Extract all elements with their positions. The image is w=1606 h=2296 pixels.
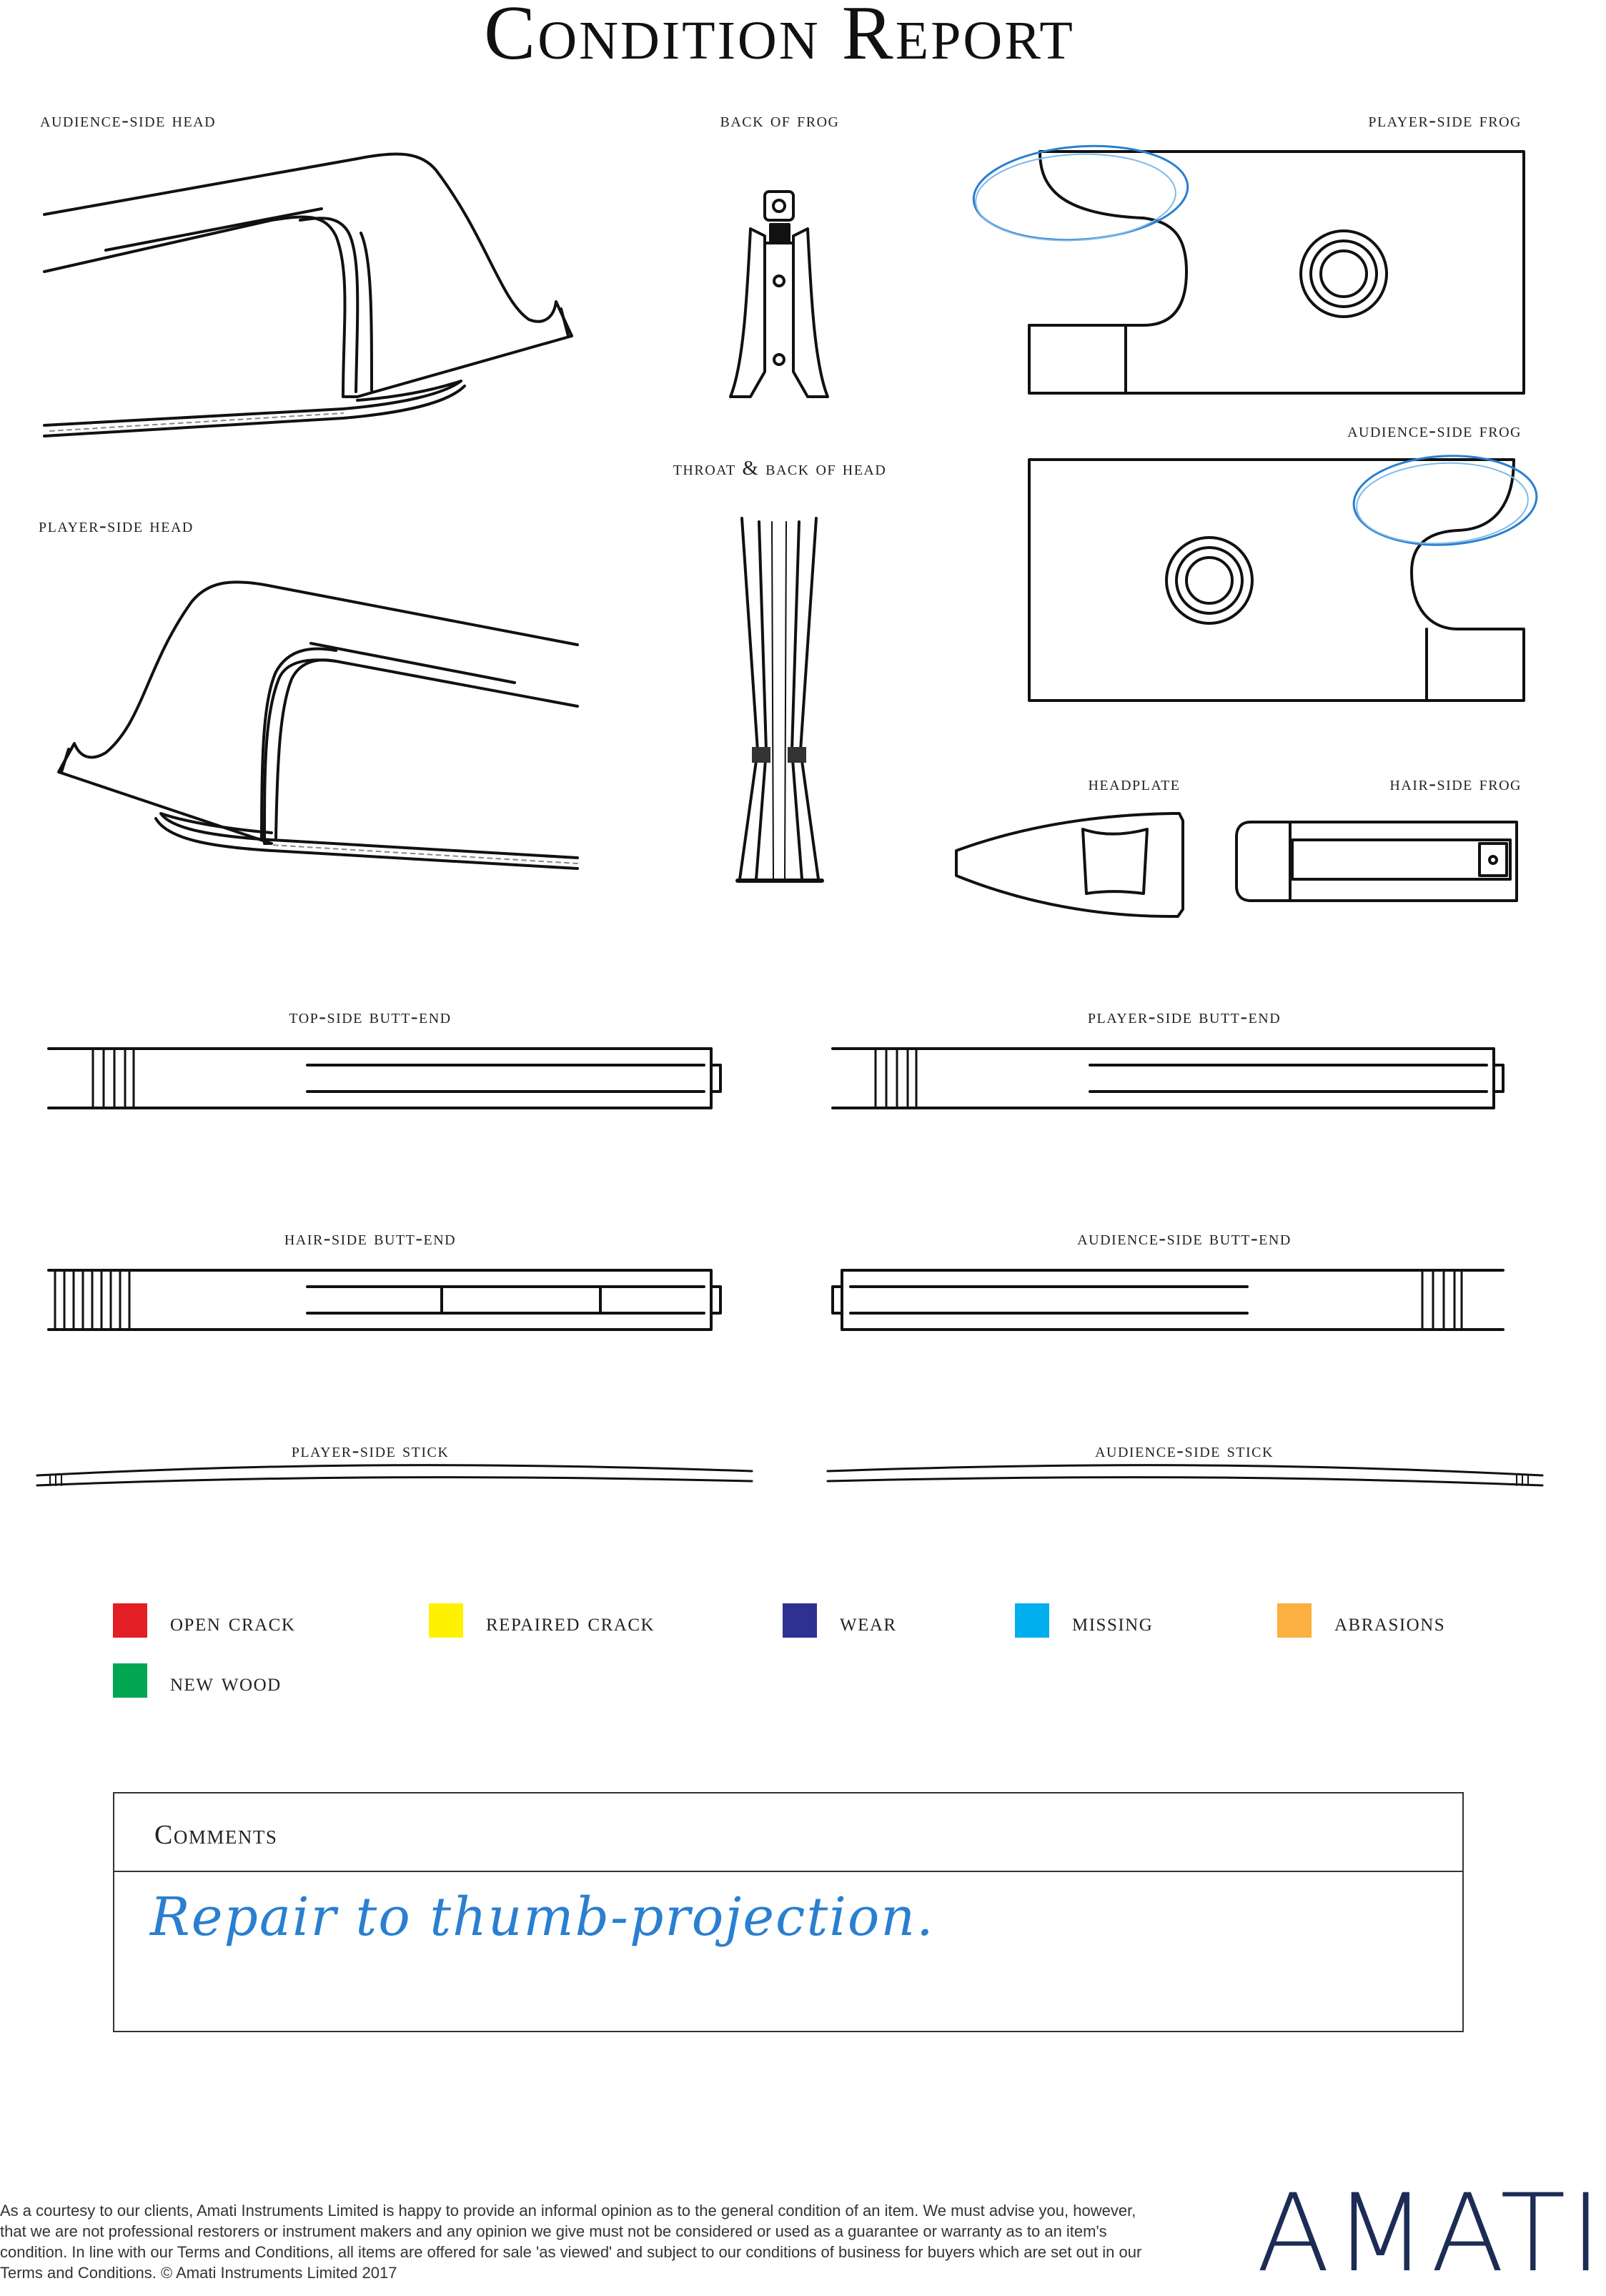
- comments-handwritten-text: Repair to thumb-projection.: [150, 1886, 935, 1948]
- label-player-side-head: player-side head: [39, 514, 194, 537]
- amati-logo: AMATI: [1256, 2172, 1606, 2296]
- legend-label-abrasions: abrasions: [1334, 1608, 1446, 1636]
- legend-label-open-crack: open crack: [170, 1608, 296, 1636]
- label-headplate: headplate: [1088, 772, 1181, 795]
- player-side-butt-end-drawing: [833, 1049, 1503, 1108]
- comments-box: [113, 1792, 1464, 2032]
- headplate-drawing: [956, 813, 1183, 916]
- comments-heading: Comments: [154, 1820, 278, 1850]
- label-player-side-stick: player-side stick: [291, 1439, 450, 1462]
- hair-side-frog-drawing: [1236, 822, 1517, 901]
- comments-header: [114, 1793, 1462, 1872]
- audience-side-stick-drawing: [828, 1465, 1542, 1485]
- player-side-frog-drawing: [971, 139, 1524, 393]
- top-side-butt-end-drawing: [49, 1049, 720, 1108]
- audience-side-frog-drawing: [1029, 451, 1539, 701]
- legend-swatch-open-crack: [113, 1603, 147, 1638]
- label-player-side-frog: player-side frog: [1368, 109, 1522, 132]
- player-side-stick-drawing: [37, 1465, 752, 1485]
- label-audience-side-frog: audience-side frog: [1347, 419, 1522, 442]
- label-top-side-butt-end: top-side butt-end: [289, 1005, 452, 1028]
- page-title: Condition Report: [484, 0, 1075, 76]
- label-audience-side-butt-end: audience-side butt-end: [1077, 1227, 1292, 1250]
- label-hair-side-butt-end: hair-side butt-end: [284, 1227, 457, 1250]
- label-audience-side-head: audience-side head: [40, 109, 217, 132]
- legend-label-repaired-crack: repaired crack: [486, 1608, 655, 1636]
- legend-label-missing: missing: [1072, 1608, 1154, 1636]
- label-back-of-frog: back of frog: [720, 109, 840, 132]
- legend-swatch-new-wood: [113, 1663, 147, 1698]
- legend-swatch-wear: [783, 1603, 817, 1638]
- legend-label-new-wood: new wood: [170, 1668, 282, 1696]
- disclaimer: As a courtesy to our clients, Amati Instruments Limited is happy to provide an informal opinion as to the general condition of an item. We must advise you, however, that we are not professional restorers or instrument makers and any opinion we give must not be considered or used as a guarantee or warranty as to an item's condition. In line with our Terms and Conditions, all items are offered for sale 'as viewed' and subject to our conditions of business for buyers which are set out in our Terms and Conditions. © Amati Instruments Limited 2017: [0, 2202, 1142, 2282]
- legend-swatch-repaired-crack: [429, 1603, 463, 1638]
- legend-swatch-abrasions: [1277, 1603, 1312, 1638]
- label-player-side-butt-end: player-side butt-end: [1087, 1005, 1282, 1028]
- audience-side-butt-end-drawing: [833, 1270, 1503, 1330]
- throat-drawing: [738, 518, 822, 881]
- legend-swatch-missing: [1015, 1603, 1049, 1638]
- hair-side-butt-end-drawing: [49, 1270, 720, 1330]
- audience-side-head-drawing: [44, 154, 572, 436]
- player-side-head-drawing: [59, 582, 578, 869]
- label-audience-side-stick: audience-side stick: [1095, 1439, 1274, 1462]
- legend-label-wear: wear: [840, 1608, 897, 1636]
- label-throat-back-of-head: throat & back of head: [673, 457, 887, 480]
- label-hair-side-frog: hair-side frog: [1389, 772, 1522, 795]
- back-of-frog-drawing: [730, 192, 828, 397]
